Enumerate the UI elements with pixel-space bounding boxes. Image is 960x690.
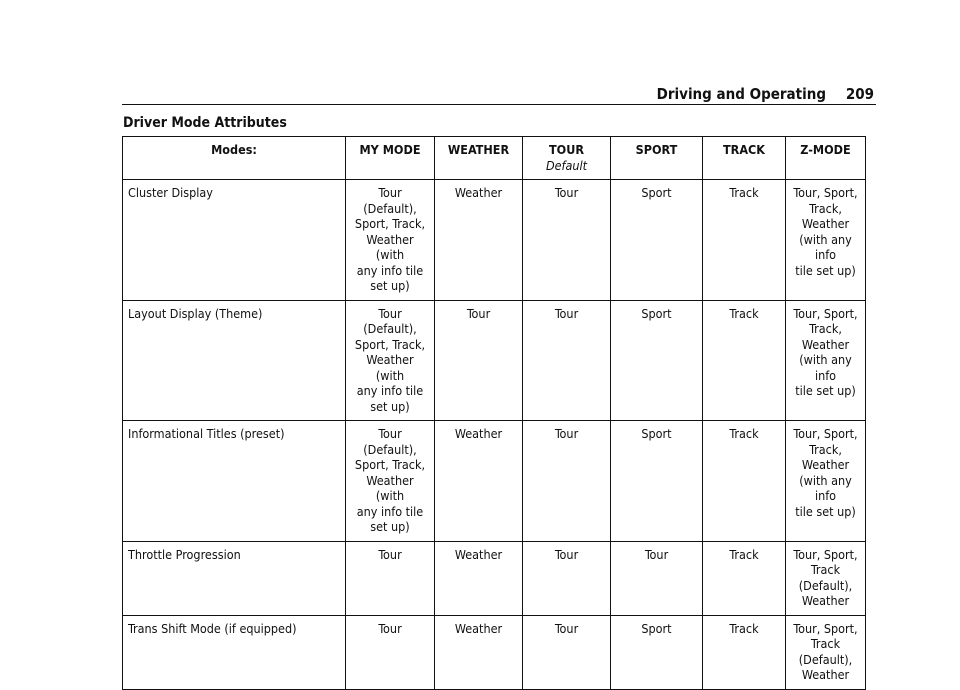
cell-weather: Weather <box>435 615 523 689</box>
cell-weather: Tour <box>435 300 523 421</box>
cell-track: Track <box>703 541 786 615</box>
cell-tour: Tour <box>523 300 611 421</box>
cell-tour: Tour <box>523 180 611 301</box>
cell-line: Tour, Sport, <box>793 426 858 441</box>
cell-sport: Sport <box>611 180 703 301</box>
cell-my-mode <box>346 300 435 421</box>
column-header-label: SPORT <box>635 142 678 157</box>
cell-text-block <box>351 306 429 415</box>
cell-sport: Tour <box>611 541 703 615</box>
cell-line: Tour (Default), <box>363 185 417 216</box>
cell-my-mode <box>346 180 435 301</box>
column-header-modes <box>123 137 346 180</box>
table-row <box>123 180 866 301</box>
cell-text-block <box>791 547 860 609</box>
cell-my-mode <box>346 541 435 615</box>
column-header-weather <box>435 137 523 180</box>
cell-sport: Sport <box>611 615 703 689</box>
page-header <box>122 84 876 105</box>
cell-feature: Layout Display (Theme) <box>123 300 346 421</box>
cell-feature: Trans Shift Mode (if equipped) <box>123 615 346 689</box>
cell-line: Tour (Default), <box>363 305 417 336</box>
cell-line: Tour <box>378 620 402 636</box>
cell-track: Track <box>703 300 786 421</box>
column-header-label: Z-MODE <box>800 142 851 157</box>
cell-line: Track, Weather <box>801 200 850 231</box>
cell-line: Tour, Sport, <box>793 305 858 321</box>
cell-text-block <box>791 306 860 399</box>
column-header-label: WEATHER <box>447 142 510 157</box>
cell-line: Track (Default), <box>798 562 853 593</box>
column-header-label: MY MODE <box>359 142 421 157</box>
cell-text-block <box>351 185 429 294</box>
cell-line: (with any info <box>799 472 852 503</box>
cell-line: Weather (with <box>366 231 414 262</box>
table-body <box>123 180 866 690</box>
cell-line: Weather <box>801 667 850 682</box>
cell-track: Track <box>703 615 786 689</box>
column-header-track <box>703 137 786 180</box>
cell-tour: Tour <box>523 615 611 689</box>
cell-weather: Weather <box>435 421 523 542</box>
cell-line: Tour, Sport, <box>793 185 858 200</box>
cell-sport: Sport <box>611 300 703 421</box>
cell-line: Weather (with <box>366 352 414 383</box>
cell-tour: Tour <box>523 421 611 542</box>
column-header-z-mode <box>786 137 866 180</box>
cell-my-mode <box>346 421 435 542</box>
table-row <box>123 541 866 615</box>
column-header-label: TOUR <box>548 142 585 157</box>
cell-text-block <box>791 621 860 683</box>
cell-line: any info tile <box>356 503 424 519</box>
cell-z-mode <box>786 180 866 301</box>
cell-line: Weather <box>801 593 850 608</box>
cell-text-block <box>378 621 401 637</box>
cell-z-mode <box>786 300 866 421</box>
table-row <box>123 300 866 421</box>
column-header-label: Modes: <box>211 142 257 157</box>
cell-line: Track (Default), <box>798 636 853 667</box>
column-header-label: TRACK <box>722 142 765 157</box>
cell-text-block <box>351 426 429 535</box>
cell-line: Sport, Track, <box>354 336 426 352</box>
table-header-row <box>123 137 866 180</box>
cell-line: Sport, Track, <box>354 457 426 472</box>
driver-mode-attributes-table <box>122 136 866 690</box>
cell-line: set up) <box>370 278 410 293</box>
cell-tour: Tour <box>523 541 611 615</box>
cell-z-mode <box>786 541 866 615</box>
column-header-sport <box>611 137 703 180</box>
column-header-my-mode <box>346 137 435 180</box>
cell-line: Tour, Sport, <box>793 546 858 562</box>
table-row <box>123 421 866 542</box>
column-header-tour <box>523 137 611 180</box>
cell-line: tile set up) <box>795 503 856 519</box>
cell-text-block <box>791 426 860 519</box>
cell-line: Sport, Track, <box>354 216 426 231</box>
cell-line: Track, Weather <box>801 321 850 352</box>
column-header-sublabel: Default <box>545 157 588 173</box>
cell-line: any info tile <box>356 383 424 398</box>
cell-z-mode <box>786 421 866 542</box>
page-number: 209 <box>845 85 874 103</box>
cell-line: (with any info <box>799 352 852 383</box>
cell-line: Tour (Default), <box>363 426 417 457</box>
cell-text-block <box>791 185 860 278</box>
cell-line: set up) <box>370 398 410 414</box>
cell-feature: Cluster Display <box>123 180 346 301</box>
cell-track: Track <box>703 180 786 301</box>
cell-text-block <box>378 547 401 563</box>
cell-line: Track, Weather <box>801 441 850 472</box>
cell-feature: Throttle Progression <box>123 541 346 615</box>
cell-weather: Weather <box>435 180 523 301</box>
cell-sport: Sport <box>611 421 703 542</box>
cell-line: Tour, Sport, <box>793 620 858 636</box>
cell-line: tile set up) <box>795 383 856 398</box>
cell-track: Track <box>703 421 786 542</box>
cell-line: any info tile <box>356 262 424 278</box>
cell-line: (with any info <box>799 231 852 262</box>
cell-feature: Informational Titles (preset) <box>123 421 346 542</box>
cell-line: Weather (with <box>366 472 414 503</box>
cell-line: Tour <box>378 546 402 562</box>
cell-weather: Weather <box>435 541 523 615</box>
table-title: Driver Mode Attributes <box>123 115 287 131</box>
section-header-title: Driving and Operating <box>656 85 826 103</box>
cell-line: tile set up) <box>795 262 856 278</box>
cell-line: set up) <box>370 519 410 534</box>
